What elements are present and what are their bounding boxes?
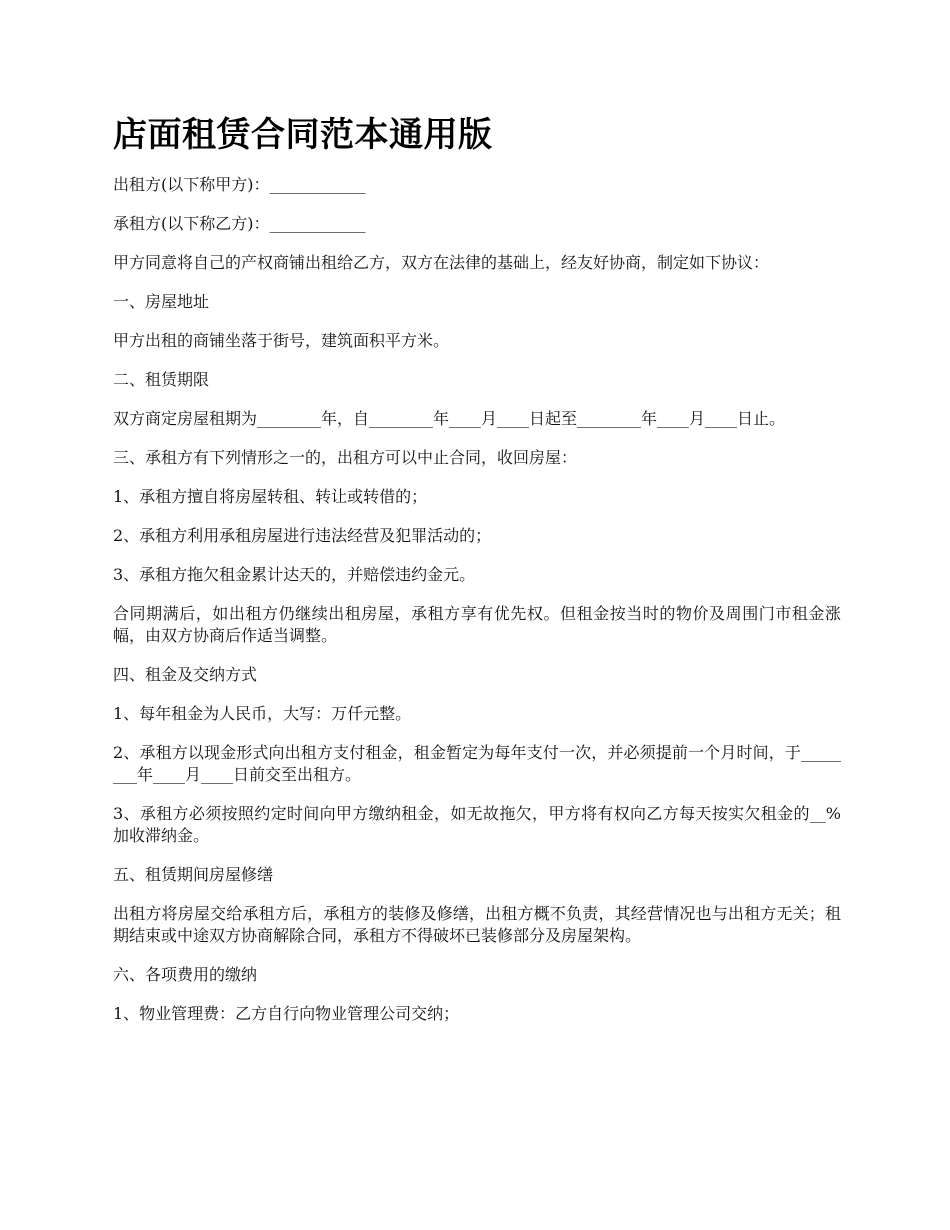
repairs-clause: 出租方将房屋交给承租方后，承租方的装修及修缮，出租方概不负责，其经营情况也与出租方无关；租期结束或中途双方协商解除合同，承租方不得破坏已装修部分及房屋架构。 [113, 904, 841, 945]
section-heading-repairs: 五、租赁期间房屋修缮 [113, 865, 274, 884]
document-title: 店面租赁合同范本通用版 [113, 115, 493, 155]
lessee-line: 承租方(以下称乙方)：____________ [113, 214, 366, 233]
lessor-line: 出租方(以下称甲方)：____________ [113, 175, 366, 194]
rent-item-2: 2、承租方以现金形式向出租方支付租金，租金暂定为每年支付一次，并必须提前一个月时间，于________年____月____日前交至出租方。 [113, 743, 841, 784]
term-clause: 双方商定房屋租期为________年，自________年____月____日起至________年____月____日止。 [113, 409, 786, 428]
address-clause: 甲方出租的商铺坐落于街号，建筑面积平方米。 [113, 331, 450, 350]
termination-item-1: 1、承租方擅自将房屋转租、转让或转借的； [113, 487, 428, 506]
section-heading-fees: 六、各项费用的缴纳 [113, 965, 258, 984]
section-heading-term: 二、租赁期限 [113, 370, 210, 389]
renewal-clause: 合同期满后，如出租方仍继续出租房屋，承租方享有优先权。但租金按当时的物价及周围门市租金涨幅，由双方协商后作适当调整。 [113, 604, 841, 645]
fees-item-1: 1、物业管理费：乙方自行向物业管理公司交纳； [113, 1004, 460, 1023]
rent-item-3: 3、承租方必须按照约定时间向甲方缴纳租金，如无故拖欠，甲方将有权向乙方每天按实欠租金的__%加收滞纳金。 [113, 804, 841, 845]
section-heading-address: 一、房屋地址 [113, 292, 210, 311]
document-page [113, 112, 841, 1042]
agreement-intro: 甲方同意将自己的产权商铺出租给乙方，双方在法律的基础上，经友好协商，制定如下协议： [113, 253, 770, 272]
rent-item-1: 1、每年租金为人民币，大写：万仟元整。 [113, 704, 412, 723]
section-heading-termination: 三、承租方有下列情形之一的，出租方可以中止合同，收回房屋： [113, 448, 578, 467]
termination-item-2: 2、承租方利用承租房屋进行违法经营及犯罪活动的； [113, 526, 492, 545]
termination-item-3: 3、承租方拖欠租金累计达天的，并赔偿违约金元。 [113, 565, 476, 584]
section-heading-rent: 四、租金及交纳方式 [113, 665, 258, 684]
